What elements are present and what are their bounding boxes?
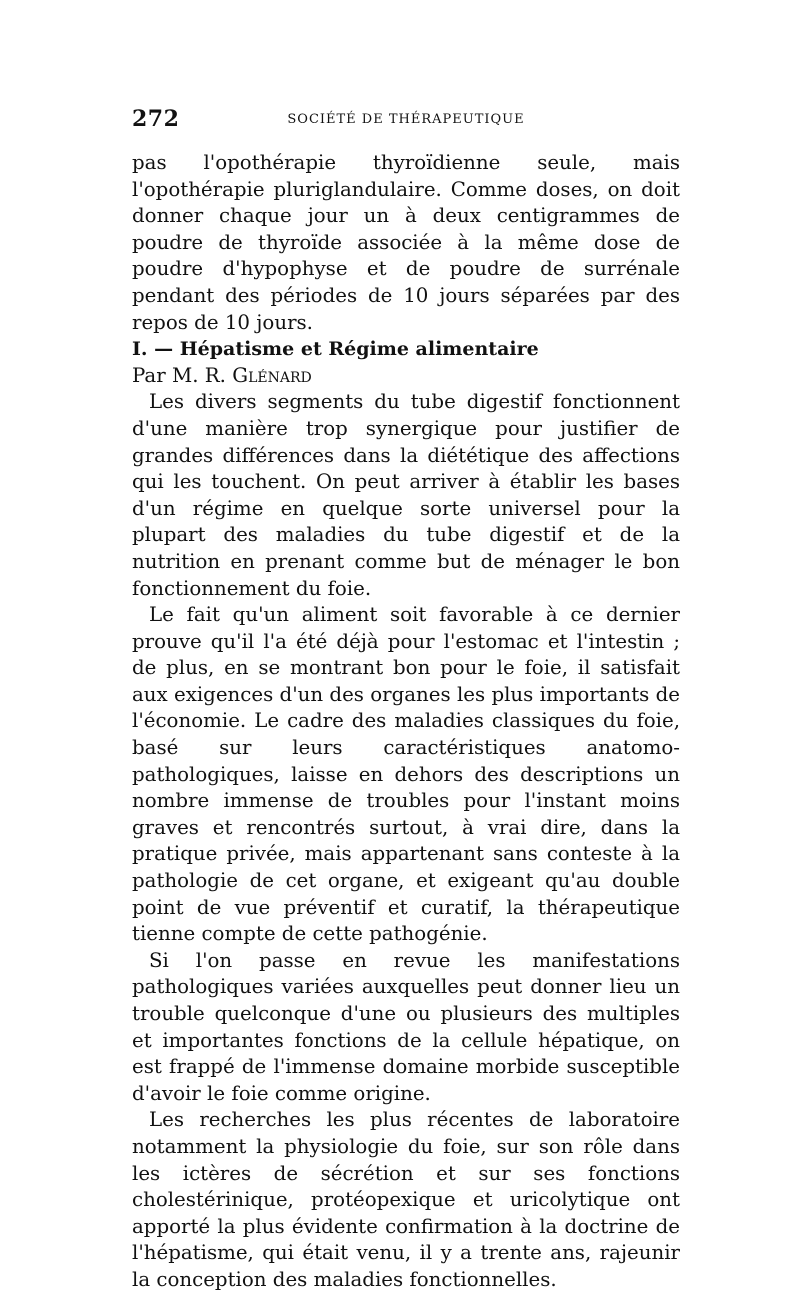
author-name: Glénard bbox=[232, 363, 312, 387]
page-number: 272 bbox=[132, 106, 180, 132]
page-header bbox=[132, 106, 680, 136]
body-paragraph-3: Si l'on passe en revue les manifestations pathologiques variées auxquelles peut donner lieu un trouble quelconque d'une ou plusieurs des multiples et importantes fonctions de la cellule hépatique, on est frappé de l'immense domaine morbide susceptible d'avoir le foie comme origine. bbox=[132, 948, 680, 1105]
author-byline bbox=[132, 363, 680, 390]
body-paragraph-4: Les recherches les plus récentes de laboratoire notamment la physiologie du foie, sur son rôle dans les ictères de sécrétion et sur ses fonctions cholestérinique, protéopexique et uricolytique ont apporté la plus évidente confirmation à la doctrine de l'hépatisme, qui était venu, il y a trente ans, rajeunir la conception des maladies fonctionnelles. bbox=[132, 1108, 680, 1291]
section-title: I. — Hépatisme et Régime alimentaire bbox=[132, 338, 539, 361]
byline-prefix: Par M. R. bbox=[132, 363, 233, 387]
page-body bbox=[132, 150, 680, 1294]
body-paragraph-1: Les divers segments du tube digestif fonctionnent d'une manière trop synergique pour justifier de grandes différences dans la diététique des affections qui les touchent. On peut arriver à établir les bases d'un régime en quelque sorte universel pour la plupart des maladies du tube digestif et de la nutrition en prenant comme but de ménager le bon fonctionnement du foie. bbox=[132, 390, 680, 600]
continuation-paragraph: pas l'opothérapie thyroïdienne seule, mais l'opothérapie pluriglandulaire. Comme doses, on doit donner chaque jour un à deux centigrammes de poudre de thyroïde associée à la même dose de poudre d'hypophyse et de poudre de surrénale pendant des périodes de 10 jours séparées par des repos de 10 jours. bbox=[132, 151, 680, 334]
body-paragraph-2: Le fait qu'un aliment soit favorable à ce dernier prouve qu'il l'a été déjà pour l'estomac et l'intestin ; de plus, en se montrant bon pour le foie, il satisfait aux exigences d'un des organes les plus importants de l'économie. Le cadre des maladies classiques du foie, basé sur leurs caractéristiques anatomo-pathologiques, laisse en dehors des descriptions un nombre immense de troubles pour l'instant moins graves et rencontrés surtout, à vrai dire, dans la pratique privée, mais appartenant sans conteste à la pathologie de cet organe, et exigeant qu'au double point de vue préventif et curatif, la thérapeutique tienne compte de cette pathogénie. bbox=[132, 603, 680, 946]
running-title: SOCIÉTÉ DE THÉRAPEUTIQUE bbox=[287, 112, 525, 127]
